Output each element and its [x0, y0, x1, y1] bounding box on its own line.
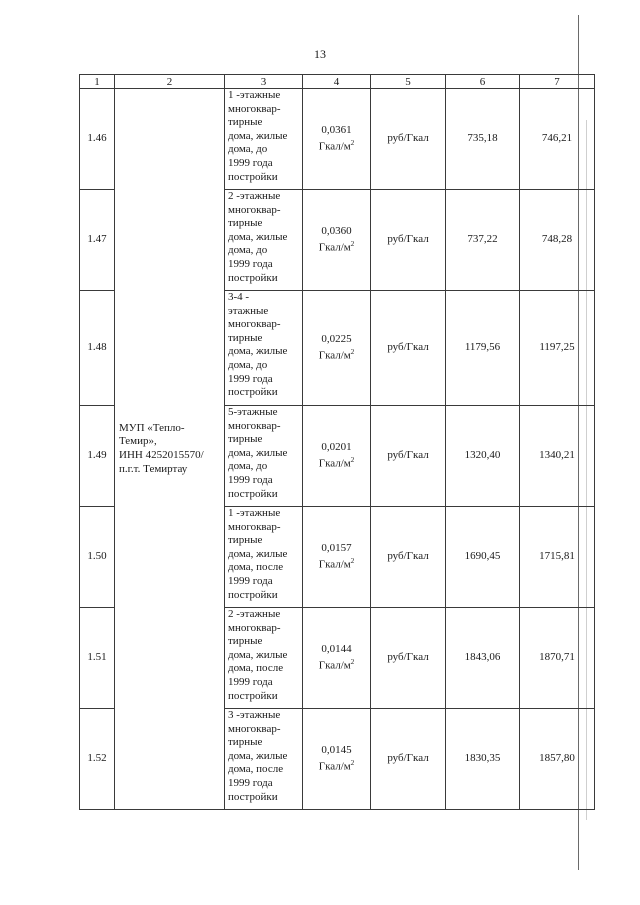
tariff-value-period-2: 746,21 — [520, 89, 595, 190]
tariff-value-period-1: 1320,40 — [446, 406, 520, 507]
norm-unit — [303, 346, 370, 363]
column-header: 6 — [446, 75, 520, 89]
unit-exponent: 2 — [350, 348, 355, 357]
norm-unit-text: Гкал/м — [318, 457, 351, 470]
tariff-value-period-2: 748,28 — [520, 190, 595, 291]
unit-exponent: 2 — [350, 139, 355, 148]
housing-description: 1 -этажные многоквар- тирные дома, жилые дома, после 1999 года постройки — [225, 507, 303, 608]
tariff-unit: руб/Гкал — [371, 291, 446, 406]
column-header: 5 — [371, 75, 446, 89]
housing-description: 2 -этажные многоквар- тирные дома, жилые дома, до 1999 года постройки — [225, 190, 303, 291]
tariff-value-period-2: 1197,25 — [520, 291, 595, 406]
tariff-unit: руб/Гкал — [371, 190, 446, 291]
column-header: 2 — [115, 75, 225, 89]
tariff-unit: руб/Гкал — [371, 507, 446, 608]
tariff-value-period-1: 1830,35 — [446, 709, 520, 810]
tariff-unit: руб/Гкал — [371, 709, 446, 810]
norm-unit-text: Гкал/м — [318, 760, 351, 773]
row-number: 1.51 — [80, 608, 115, 709]
housing-description: 5-этажные многоквар- тирные дома, жилые дома, до 1999 года постройки — [225, 406, 303, 507]
tariff-table — [79, 74, 595, 810]
norm-value: 0,0157 — [321, 541, 352, 554]
page-number: 13 — [314, 47, 326, 61]
norm-unit-text: Гкал/м — [318, 558, 351, 571]
norm-cell — [303, 190, 371, 291]
unit-exponent: 2 — [350, 557, 355, 566]
tariff-value-period-1: 1179,56 — [446, 291, 520, 406]
norm-cell — [303, 608, 371, 709]
norm-unit — [303, 555, 370, 572]
norm-unit — [303, 656, 370, 673]
norm-unit — [303, 137, 370, 154]
norm-unit — [303, 757, 370, 774]
row-number: 1.52 — [80, 709, 115, 810]
tariff-value-period-1: 1690,45 — [446, 507, 520, 608]
housing-description: 3-4 - этажные многоквар- тирные дома, жилые дома, до 1999 года постройки — [225, 291, 303, 406]
norm-unit-text: Гкал/м — [318, 349, 351, 362]
row-number: 1.48 — [80, 291, 115, 406]
organization-name: МУП «Тепло- Темир», ИНН 4252015570/ п.г.т. Темиртау — [119, 421, 204, 475]
unit-exponent: 2 — [350, 658, 355, 667]
unit-exponent: 2 — [350, 759, 355, 768]
norm-cell — [303, 507, 371, 608]
norm-value: 0,0225 — [321, 332, 352, 345]
housing-description: 2 -этажные многоквар- тирные дома, жилые дома, после 1999 года постройки — [225, 608, 303, 709]
norm-unit — [303, 238, 370, 255]
norm-value: 0,0145 — [321, 743, 352, 756]
tariff-value-period-1: 1843,06 — [446, 608, 520, 709]
norm-cell — [303, 89, 371, 190]
tariff-unit: руб/Гкал — [371, 89, 446, 190]
tariff-value-period-2: 1857,80 — [520, 709, 595, 810]
table-row — [80, 89, 595, 190]
norm-value: 0,0361 — [321, 123, 352, 136]
tariff-value-period-1: 737,22 — [446, 190, 520, 291]
row-number: 1.49 — [80, 406, 115, 507]
column-header: 3 — [225, 75, 303, 89]
norm-unit-text: Гкал/м — [318, 241, 351, 254]
tariff-value-period-2: 1340,21 — [520, 406, 595, 507]
norm-cell — [303, 406, 371, 507]
column-header: 1 — [80, 75, 115, 89]
norm-cell — [303, 291, 371, 406]
norm-value: 0,0144 — [321, 642, 352, 655]
row-number: 1.50 — [80, 507, 115, 608]
column-header: 4 — [303, 75, 371, 89]
norm-unit — [303, 454, 370, 471]
housing-description: 3 -этажные многоквар- тирные дома, жилые дома, после 1999 года постройки — [225, 709, 303, 810]
tariff-value-period-1: 735,18 — [446, 89, 520, 190]
row-number: 1.47 — [80, 190, 115, 291]
norm-value: 0,0360 — [321, 224, 352, 237]
table-header-row — [80, 75, 595, 89]
tariff-unit: руб/Гкал — [371, 608, 446, 709]
column-header: 7 — [520, 75, 595, 89]
row-number: 1.46 — [80, 89, 115, 190]
norm-cell — [303, 709, 371, 810]
tariff-unit: руб/Гкал — [371, 406, 446, 507]
norm-unit-text: Гкал/м — [318, 140, 351, 153]
organization-cell — [115, 89, 225, 810]
norm-value: 0,0201 — [321, 440, 352, 453]
norm-unit-text: Гкал/м — [318, 659, 351, 672]
unit-exponent: 2 — [350, 240, 355, 249]
housing-description: 1 -этажные многоквар- тирные дома, жилые дома, до 1999 года постройки — [225, 89, 303, 190]
tariff-value-period-2: 1715,81 — [520, 507, 595, 608]
unit-exponent: 2 — [350, 456, 355, 465]
tariff-value-period-2: 1870,71 — [520, 608, 595, 709]
